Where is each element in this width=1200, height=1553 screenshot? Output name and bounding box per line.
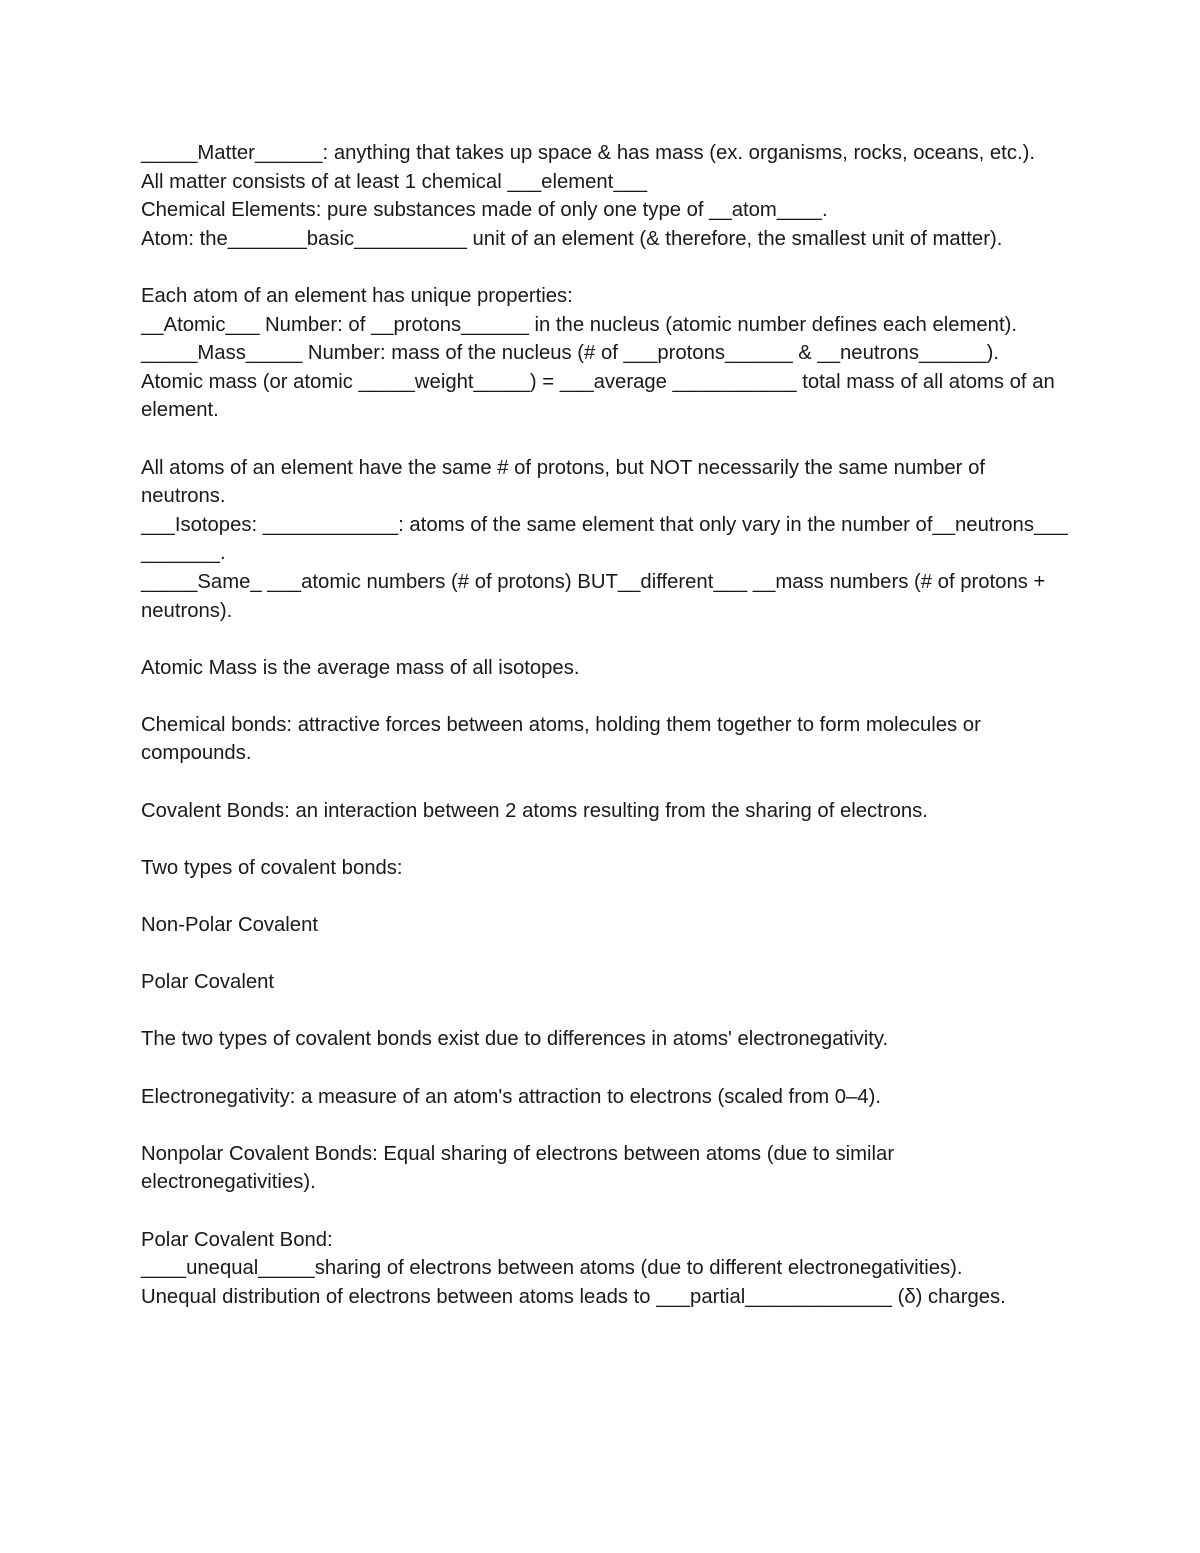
isotopes-definition: ___Isotopes: ____________: atoms of the same element that only vary in the number of__neutrons___ _______. bbox=[141, 513, 1074, 565]
covalent-bonds-definition: Covalent Bonds: an interaction between 2 atoms resulting from the sharing of electrons. bbox=[141, 799, 928, 822]
polar-partial-charges: Unequal distribution of electrons between atoms leads to ___partial_____________ (δ) charges. bbox=[141, 1285, 1006, 1308]
covalent-types-intro: Two types of covalent bonds: bbox=[141, 856, 403, 879]
atom-definition: Atom: the_______basic__________ unit of an element (& therefore, the smallest unit of matter). bbox=[141, 227, 1003, 250]
chemical-elements-definition: Chemical Elements: pure substances made of only one type of __atom____. bbox=[141, 199, 828, 222]
document-page bbox=[141, 139, 1074, 1311]
polar-covalent-title: Polar Covalent bbox=[141, 971, 275, 994]
atomic-mass-definition: Atomic mass (or atomic _____weight_____) = ___average ___________ total mass of all atoms of an element. bbox=[141, 370, 1061, 422]
polar-unequal-sharing: ____unequal_____sharing of electrons between atoms (due to different electronegativities). bbox=[141, 1257, 963, 1280]
polar-covalent-bond-heading: Polar Covalent Bond: bbox=[141, 1228, 333, 1251]
protons-neutrons-statement: All atoms of an element have the same # of protons, but NOT necessarily the same number of neutrons. bbox=[141, 456, 991, 508]
matter-definition: _____Matter______: anything that takes up space & has mass (ex. organisms, rocks, oceans, etc.). bbox=[141, 142, 1035, 164]
covalent-types-reason: The two types of covalent bonds exist due to differences in atoms' electronegativity. bbox=[141, 1028, 889, 1051]
nonpolar-covalent-definition: Nonpolar Covalent Bonds: Equal sharing of electrons between atoms (due to similar electronegativities). bbox=[141, 1142, 900, 1194]
chemical-bonds-definition: Chemical bonds: attractive forces between atoms, holding them together to form molecules or compounds. bbox=[141, 713, 987, 765]
isotopes-block bbox=[141, 454, 1074, 626]
matter-definitions-block bbox=[141, 139, 1071, 253]
atomic-mass-average: Atomic Mass is the average mass of all isotopes. bbox=[141, 656, 580, 679]
atomic-number-definition: __Atomic___ Number: of __protons______ in the nucleus (atomic number defines each element). bbox=[141, 313, 1017, 336]
atom-properties-intro: Each atom of an element has unique properties: bbox=[141, 284, 573, 307]
atom-properties-block bbox=[141, 282, 1071, 425]
isotopes-same-different: _____Same_ ___atomic numbers (# of protons) BUT__different___ __mass numbers (# of protons + neutrons). bbox=[141, 570, 1051, 622]
mass-number-definition: _____Mass_____ Number: mass of the nucleus (# of ___protons______ & __neutrons______). bbox=[141, 342, 1000, 365]
polar-covalent-block bbox=[141, 1226, 1071, 1312]
electronegativity-definition: Electronegativity: a measure of an atom's attraction to electrons (scaled from 0–4). bbox=[141, 1085, 881, 1108]
nonpolar-covalent-title: Non-Polar Covalent bbox=[141, 914, 318, 937]
matter-element-statement: All matter consists of at least 1 chemical ___element___ bbox=[141, 170, 648, 193]
